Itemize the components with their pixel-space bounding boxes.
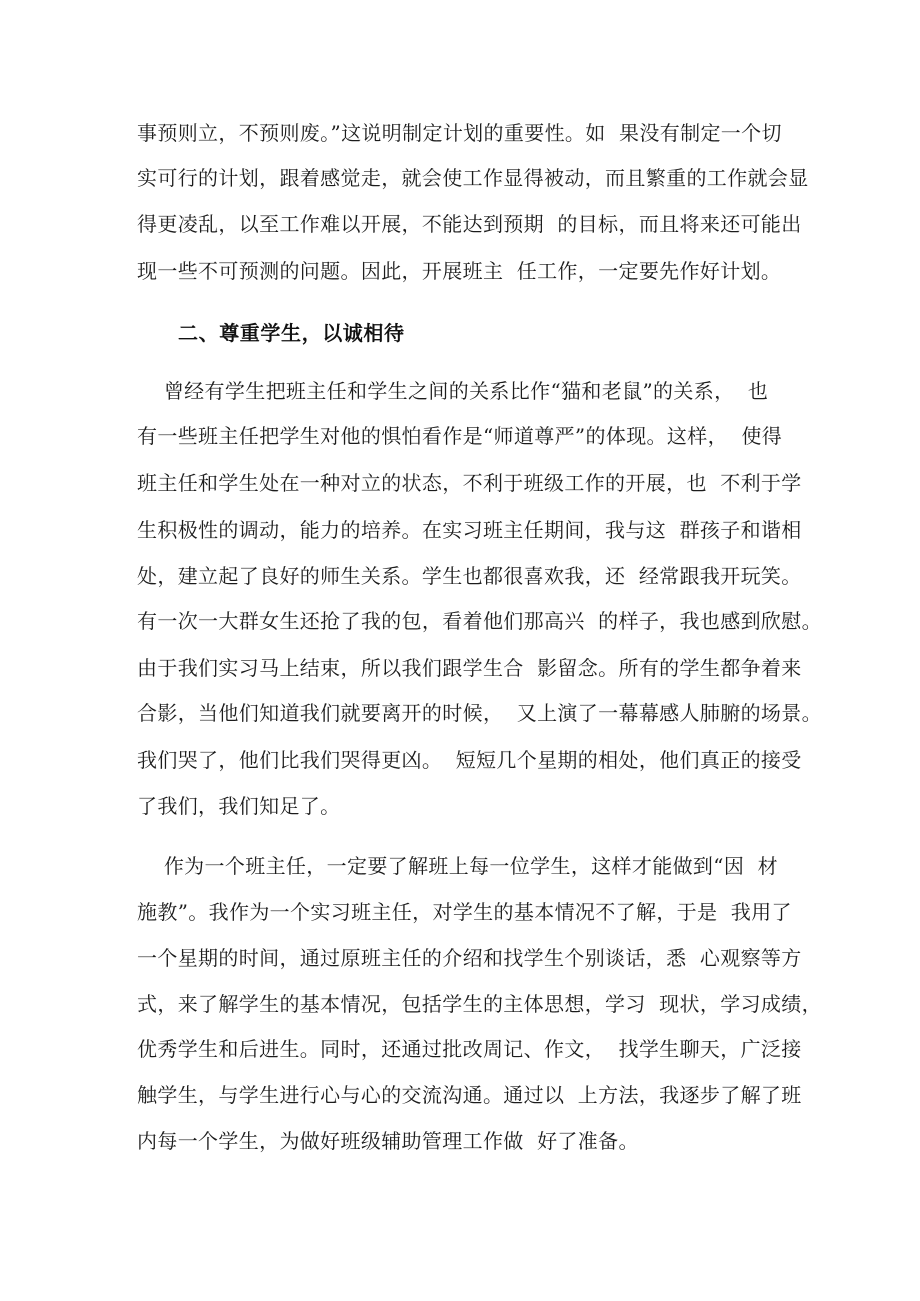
paragraph-1-line-3: 得更凌乱，以至工作难以开展，不能达到预期 的目标，而且将来还可能出	[137, 212, 802, 236]
paragraph-2-line-4: 生积极性的调动，能力的培养。在实习班主任期间，我与这 群孩子和谐相	[137, 518, 802, 542]
paragraph-2-line-9: 我们哭了，他们比我们哭得更凶。 短短几个星期的相处，他们真正的接受	[137, 748, 802, 772]
paragraph-2-line-10: 了我们，我们知足了。	[137, 794, 341, 818]
paragraph-3-line-6: 触学生，与学生进行心与心的交流沟通。通过以 上方法，我逐步了解了班	[137, 1083, 802, 1107]
paragraph-3-line-4: 式，来了解学生的基本情况，包括学生的主体思想，学习 现状，学习成绩，	[137, 992, 822, 1016]
section-heading: 二、尊重学生，以诚相待	[178, 321, 405, 345]
paragraph-3-line-3: 一个星期的时间，通过原班主任的介绍和找学生个别谈话，悉 心观察等方	[137, 946, 802, 970]
paragraph-3-line-2: 施教”。我作为一个实习班主任，对学生的基本情况不了解，于是 我用了	[137, 900, 792, 924]
paragraph-1-line-4: 现一些不可预测的问题。因此，开展班主 任工作，一定要先作好计划。	[137, 259, 782, 283]
paragraph-3-line-5: 优秀学生和后进生。同时，还通过批改周记、作文， 找学生聊天，广泛接	[137, 1037, 802, 1061]
paragraph-2-line-6: 有一次一大群女生还抢了我的包，看着他们那高兴 的样子，我也感到欣慰。	[137, 609, 822, 633]
paragraph-2-line-8: 合影，当他们知道我们就要离开的时候， 又上演了一幕幕感人肺腑的场景。	[137, 701, 822, 725]
paragraph-2-line-3: 班主任和学生处在一种对立的状态，不利于班级工作的开展，也 不利于学	[137, 471, 802, 495]
paragraph-2-line-5: 处，建立起了良好的师生关系。学生也都很喜欢我，还 经常跟我开玩笑。	[137, 564, 802, 588]
paragraph-2-line-1: 曾经有学生把班主任和学生之间的关系比作“猫和老鼠”的关系， 也	[137, 379, 769, 403]
paragraph-2-line-7: 由于我们实习马上结束，所以我们跟学生合 影留念。所有的学生都争着来	[137, 656, 802, 680]
paragraph-3-line-1: 作为一个班主任，一定要了解班上每一位学生，这样才能做到“因 材	[137, 854, 778, 878]
paragraph-1-line-1: 事预则立，不预则废。”这说明制定计划的重要性。如 果没有制定一个切	[137, 121, 782, 145]
paragraph-2-line-2: 有一些班主任把学生对他的惧怕看作是“师道尊严”的体现。这样， 使得	[137, 424, 783, 448]
paragraph-1-line-2: 实可行的计划，跟着感觉走，就会使工作显得被动，而且繁重的工作就会显	[137, 166, 809, 190]
paragraph-3-line-7: 内每一个学生，为做好班级辅助管理工作做 好了准备。	[137, 1129, 639, 1153]
